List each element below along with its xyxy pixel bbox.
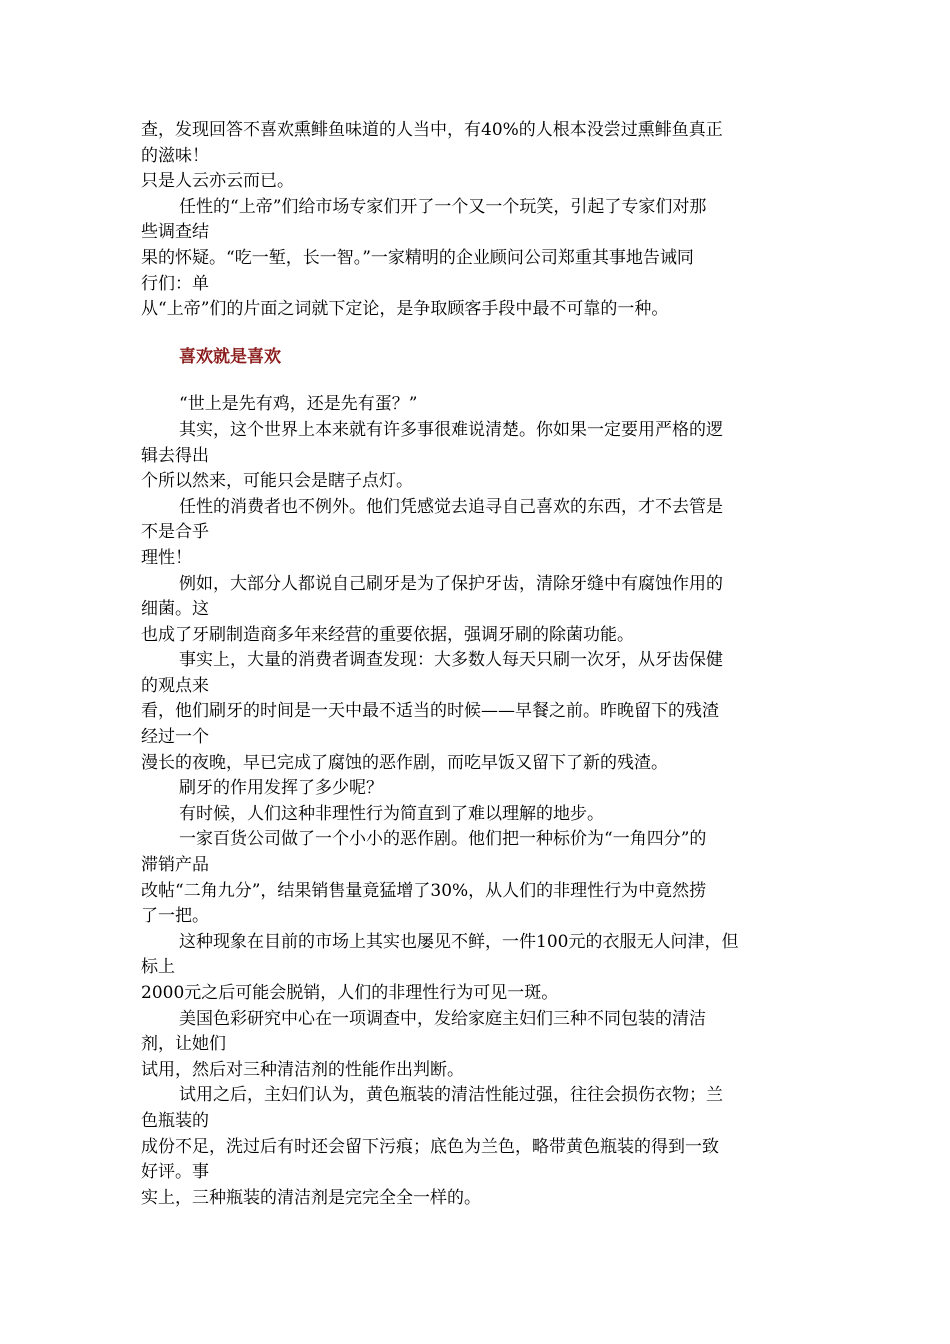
text-line: 理性！ [141,547,192,568]
text-line: 色瓶装的 [141,1110,209,1131]
text-line: 任性的消费者也不例外。他们凭感觉去追寻自己喜欢的东西，才不去管是 [179,496,723,517]
text-line: 经过一个 [141,727,209,748]
text-line: 美国色彩研究中心在一项调查中，发给家庭主妇们三种不同包装的清洁 [179,1008,706,1029]
section-heading: 喜欢就是喜欢 [179,346,281,367]
text-line: 看，他们刷牙的时间是一天中最不适当的时候——早餐之前。昨晚留下的残渣 [141,701,719,722]
text-line: 这种现象在目前的市场上其实也屡见不鲜，一件100元的衣服无人问津，但 [179,931,739,952]
text-line: 只是人云亦云而已。 [141,171,294,192]
text-line: 成份不足，洗过后有时还会留下污痕；底色为兰色，略带黄色瓶装的得到一致 [141,1136,719,1157]
document-body [141,118,821,1211]
text-line: 的观点来 [141,675,209,696]
text-line: 试用，然后对三种清洁剂的性能作出判断。 [141,1059,464,1080]
text-line: 辑去得出 [141,445,209,466]
text-line: 好评。事 [141,1162,209,1183]
text-line: 不是合乎 [141,522,209,543]
text-line: 事实上，大量的消费者调查发现：大多数人每天只刷一次牙，从牙齿保健 [179,650,723,671]
text-line: 其实，这个世界上本来就有许多事很难说清楚。你如果一定要用严格的逻 [179,419,723,440]
text-line: 些调查结 [141,222,209,243]
text-line: 漫长的夜晚，早已完成了腐蚀的恶作剧，而吃早饭又留下了新的残渣。 [141,752,668,773]
text-line: 实上，三种瓶装的清洁剂是完完全全一样的。 [141,1187,481,1208]
text-line: 滞销产品 [141,855,209,876]
text-line: 细菌。这 [141,599,209,620]
text-line: 也成了牙刷制造商多年来经营的重要依据，强调牙刷的除菌功能。 [141,624,634,645]
text-line: 标上 [141,957,175,978]
text-line: 从“上帝”们的片面之词就下定论，是争取顾客手段中最不可靠的一种。 [141,299,669,320]
text-line: 的滋味！ [141,145,209,166]
text-line: 剂，让她们 [141,1034,226,1055]
text-line: 查，发现回答不喜欢熏鲱鱼味道的人当中，有40%的人根本没尝过熏鲱鱼真正 [141,120,723,140]
text-line: 一家百货公司做了一个小小的恶作剧。他们把一种标价为“一角四分”的 [179,829,707,850]
text-line: 2000元之后可能会脱销，人们的非理性行为可见一斑。 [141,983,559,1003]
text-line: 个所以然来，可能只会是瞎子点灯。 [141,471,413,492]
text-line: 例如，大部分人都说自己刷牙是为了保护牙齿，清除牙缝中有腐蚀作用的 [179,573,723,594]
text-line: “世上是先有鸡，还是先有蛋？” [179,394,418,415]
text-line: 改帖“二角九分”，结果销售量竟猛增了30%，从人们的非理性行为中竟然捞 [141,880,707,901]
text-line: 果的怀疑。“吃一堑，长一智。”一家精明的企业顾问公司郑重其事地告诫同 [141,247,694,268]
text-line: 行们：单 [141,273,209,294]
text-line: 了一把。 [141,906,209,927]
text-line: 有时候，人们这种非理性行为简直到了难以理解的地步。 [179,803,604,824]
text-line: 试用之后，主妇们认为，黄色瓶装的清洁性能过强，往往会损伤衣物；兰 [179,1085,723,1106]
text-line: 刷牙的作用发挥了多少呢？ [179,778,383,799]
text-line: 任性的“上帝”们给市场专家们开了一个又一个玩笑，引起了专家们对那 [179,196,707,217]
